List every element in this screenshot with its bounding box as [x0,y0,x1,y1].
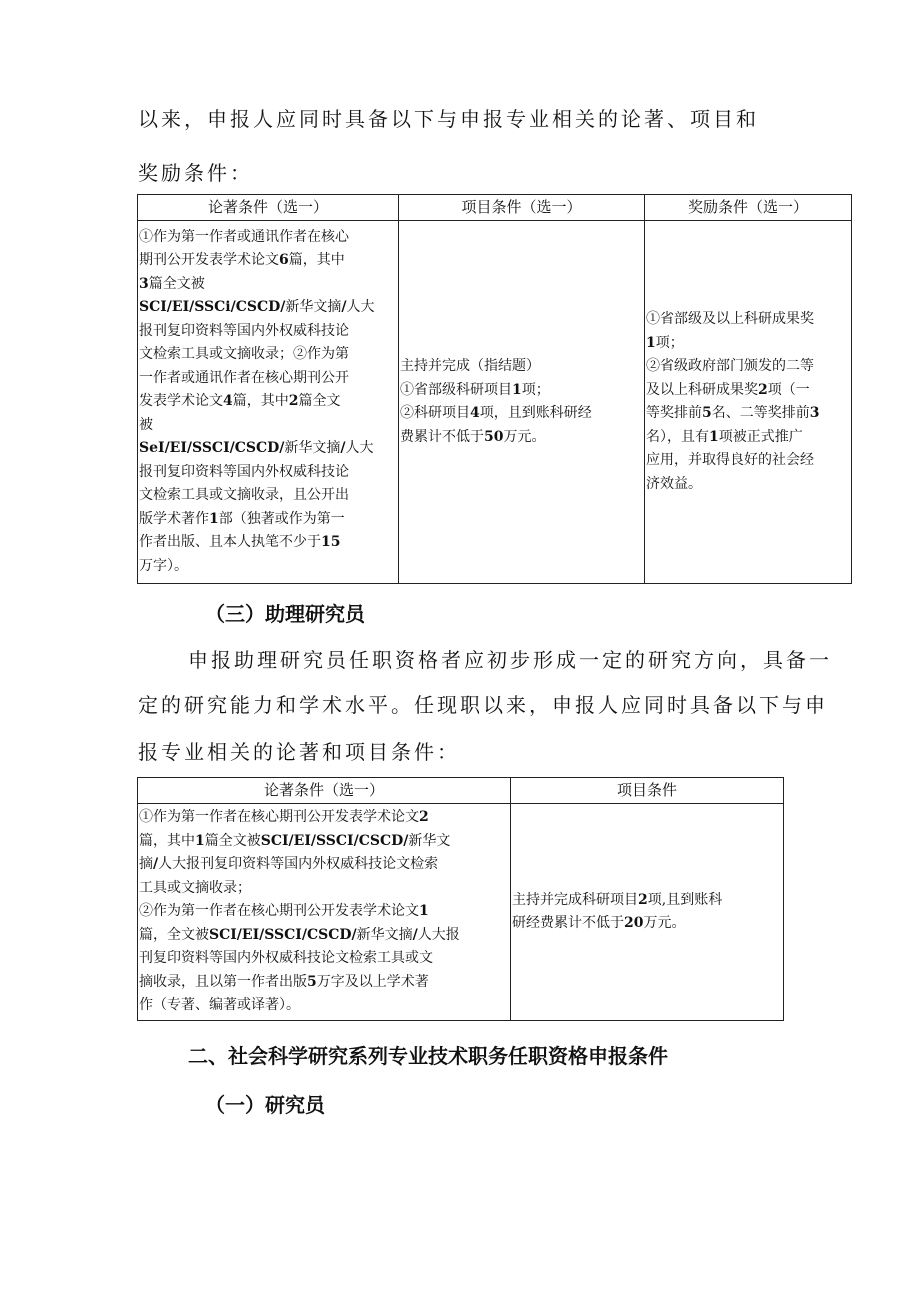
table-1-body-row [138,221,852,584]
cell-line: 研经费累计不低于20万元。 [512,915,686,931]
table-2-header-projects: 项目条件 [511,778,784,804]
section-3-paragraph-line-2: 定的研究能力和学术水平。任现职以来，申报人应同时具备以下与申 [138,693,828,717]
cell-line: 期刊公开发表学术论文6篇，其中 [139,252,345,269]
cell-line: 3篇全文被 [139,275,205,292]
cell-line: 摘/人大报刊复印资料等国内外权威科技论文检索 [139,856,439,873]
cell-line: 篇，其中1篇全文被SCI/EI/SSCI/CSCD/新华文 [139,832,451,849]
table-1-papers-cell [138,221,399,584]
table-1-projects-cell [399,221,645,584]
cell-line: 及以上科研成果奖2项（一 [646,381,810,398]
section-two-heading: 二、社会科学研究系列专业技术职务任职资格申报条件 [188,1044,668,1068]
cell-line: ②省级政府部门颁发的二等 [646,358,814,374]
cell-line: 文检索工具或文摘收录，且公开出 [139,487,349,504]
cell-line: 1项； [646,334,684,351]
cell-line: 报刊复印资料等国内外权威科技论 [139,463,349,480]
cell-line: 作者出版、且本人执笔不少于15 [139,534,341,551]
cell-line: 费累计不低于50万元。 [400,428,546,445]
cell-line: 文检索工具或文摘收录；②作为第 [139,346,349,363]
cell-line: 报刊复印资料等国内外权威科技论 [139,322,349,339]
table-2-projects-cell [511,804,784,1021]
cell-line: 万字）。 [139,557,188,574]
section-3-heading: （三）助理研究员 [205,602,365,626]
cell-line: ②科研项目4项，且到账科研经 [400,405,592,421]
cell-line: SCI/EI/SSCi/CSCD/新华文摘/人大 [139,299,375,316]
table-2-header-papers: 论著条件（选一） [138,778,511,804]
cell-line: 主持并完成科研项目2项,且到账科 [512,891,723,908]
intro-line-1: 以来，申报人应同时具备以下与申报专业相关的论著、项目和 [138,107,759,131]
cell-line: 工具或文摘收录； [139,879,251,896]
table-1-header-awards: 奖励条件（选一） [645,195,852,221]
table-1-header-papers: 论著条件（选一） [138,195,399,221]
cell-line: 摘收录，且以第一作者出版5万字及以上学术著 [139,973,429,990]
cell-line: 名），且有1项被正式推广 [646,428,803,445]
cell-line: 发表学术论文4篇，其中2篇全文 [139,393,341,410]
cell-line: 济效益。 [646,475,702,492]
cell-line: 一作者或通讯作者在核心期刊公开 [139,369,349,386]
table-1-awards-cell [645,221,852,584]
cell-line: 版学术著作1部（独著或作为第一 [139,510,345,527]
cell-line: SeI/EI/SSCI/CSCD/新华文摘/人大 [139,440,374,457]
table-1-header-projects: 项目条件（选一） [399,195,645,221]
cell-line: ①省部级科研项目1项； [400,381,550,398]
table-1-header-row [138,195,852,221]
cell-line: ②作为第一作者在核心期刊公开发表学术论文1 [139,903,429,920]
table-1 [137,194,852,584]
section-3-paragraph-line-1: 申报助理研究员任职资格者应初步形成一定的研究方向，具备一 [188,648,832,672]
cell-line: 等奖排前5名、二等奖排前3 [646,405,820,421]
table-2-body-row [138,804,784,1021]
table-2 [137,777,784,1021]
section-3-paragraph-line-3: 报专业相关的论著和项目条件： [138,740,460,764]
cell-line: 主持并完成（指结题） [400,358,540,374]
cell-line: ①作为第一作者或通讯作者在核心 [139,228,349,245]
section-two-sub-heading: （一）研究员 [205,1093,325,1117]
cell-line: ①省部级及以上科研成果奖 [646,311,814,327]
cell-line: 刊复印资料等国内外权威科技论文检索工具或文 [139,950,433,967]
cell-line: 被 [139,416,153,433]
cell-line: ①作为第一作者在核心期刊公开发表学术论文2 [139,809,429,826]
table-2-papers-cell [138,804,511,1021]
intro-line-2: 奖励条件： [138,161,253,185]
table-2-header-row [138,778,784,804]
cell-line: 作（专著、编著或译著）。 [139,997,300,1014]
cell-line: 篇，全文被SCI/EI/SSCI/CSCD/新华文摘/人大报 [139,926,460,943]
cell-line: 应用，并取得良好的社会经 [646,452,814,468]
